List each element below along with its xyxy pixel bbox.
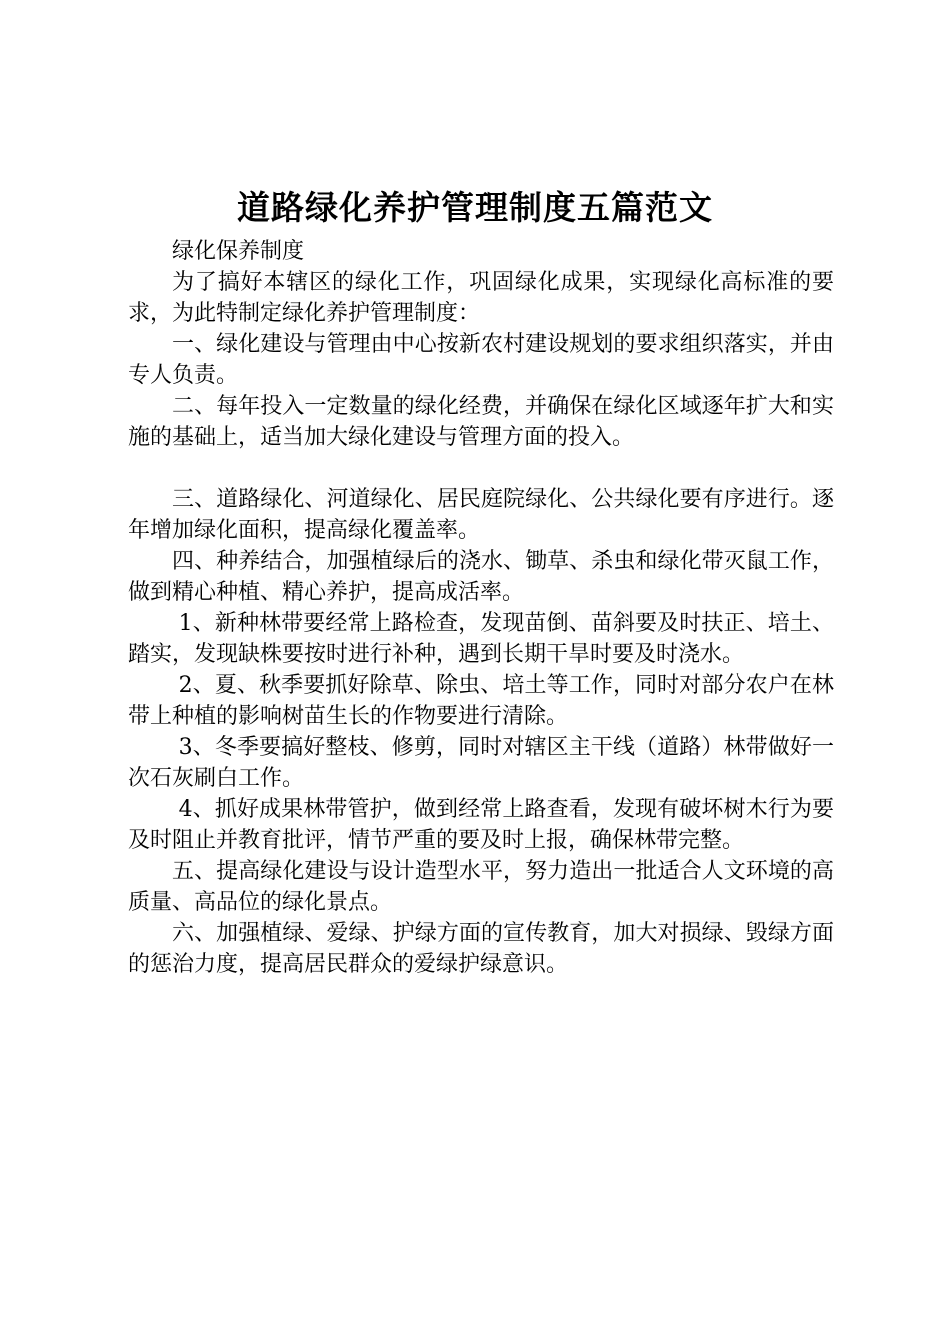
paragraph-item-6: 六、加强植绿、爱绿、护绿方面的宣传教育，加大对损绿、毁绿方面的惩治力度，提高居民群众的爱绿护绿意识。: [128, 921, 834, 977]
paragraph-subitem-4: 4、抓好成果林带管护，做到经常上路查看，发现有破坏树木行为要及时阻止并教育批评，情节严重的要及时上报，确保林带完整。: [128, 797, 834, 853]
paragraph-item-4: 四、种养结合，加强植绿后的浇水、锄草、杀虫和绿化带灭鼠工作，做到精心种植、精心养护，提高成活率。: [128, 549, 834, 605]
paragraph-item-1: 一、绿化建设与管理由中心按新农村建设规划的要求组织落实，并由专人负责。: [128, 332, 834, 388]
document-body: [128, 236, 834, 980]
paragraph-subitem-3: 3、冬季要搞好整枝、修剪，同时对辖区主干线（道路）林带做好一次石灰刷白工作。: [128, 735, 834, 791]
paragraph-intro: 为了搞好本辖区的绿化工作，巩固绿化成果，实现绿化高标准的要求，为此特制定绿化养护管理制度：: [128, 270, 834, 326]
document-title: 道路绿化养护管理制度五篇范文: [237, 188, 713, 227]
paragraph-item-5: 五、提高绿化建设与设计造型水平，努力造出一批适合人文环境的高质量、高品位的绿化景点。: [128, 859, 834, 915]
paragraph-subitem-2: 2、夏、秋季要抓好除草、除虫、培土等工作，同时对部分农户在林带上种植的影响树苗生长的作物要进行清除。: [128, 673, 834, 729]
paragraph-subitem-1: 1、新种林带要经常上路检查，发现苗倒、苗斜要及时扶正、培土、踏实，发现缺株要按时进行补种，遇到长期干旱时要及时浇水。: [128, 611, 834, 667]
paragraph-item-2: 二、每年投入一定数量的绿化经费，并确保在绿化区域逐年扩大和实施的基础上，适当加大绿化建设与管理方面的投入。: [128, 394, 834, 450]
section-heading: 绿化保养制度: [172, 239, 305, 264]
paragraph-item-3: 三、道路绿化、河道绿化、居民庭院绿化、公共绿化要有序进行。逐年增加绿化面积，提高绿化覆盖率。: [128, 487, 834, 543]
